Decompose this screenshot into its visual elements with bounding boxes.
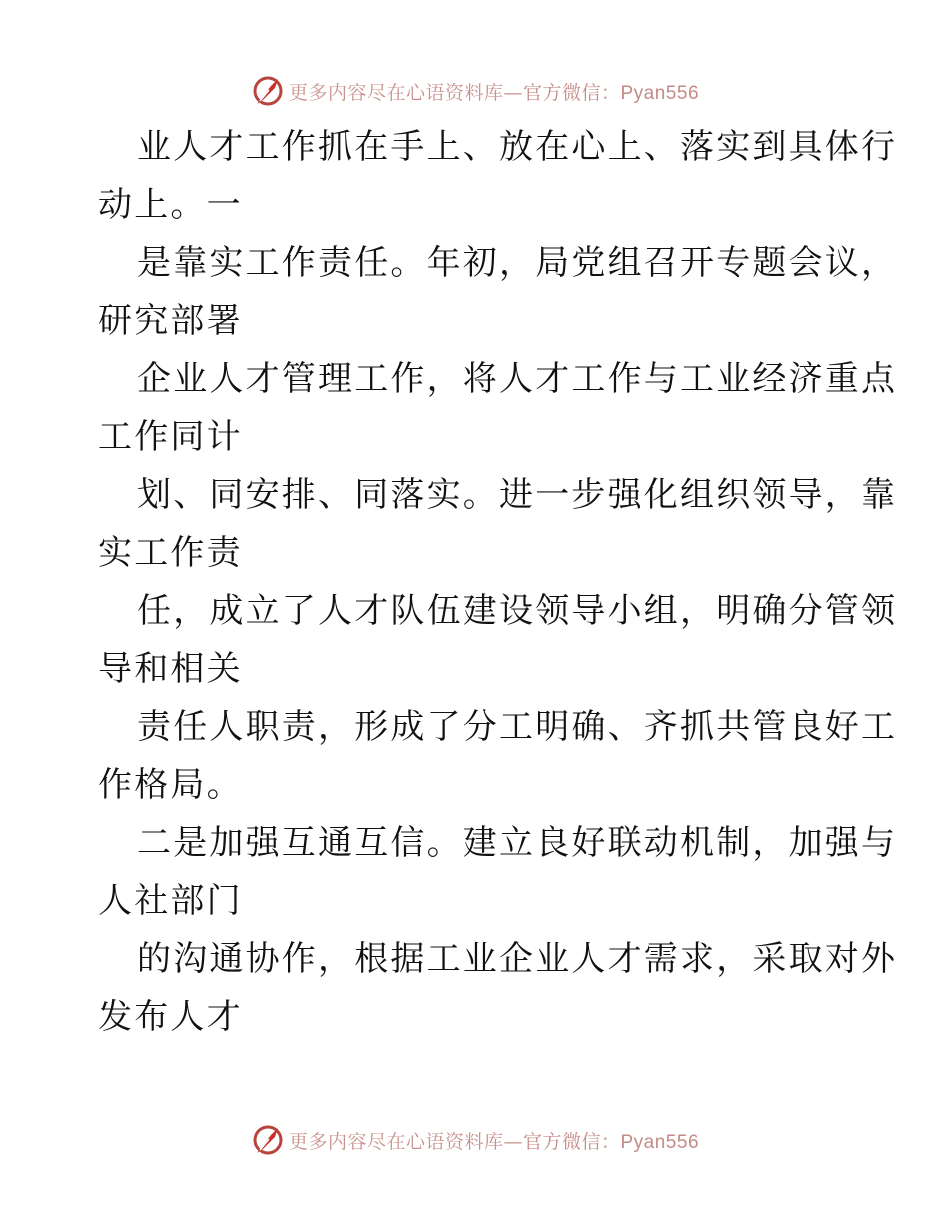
quill-pen-circle-icon bbox=[251, 74, 285, 108]
watermark-text bbox=[289, 78, 699, 105]
text-line: 导和相关 bbox=[98, 649, 243, 689]
text-line: 是靠实工作责任。年初，局党组召开专题会议， bbox=[137, 243, 898, 283]
text-line: 划、同安排、同落实。进一步强化组织领导，靠 bbox=[137, 475, 898, 515]
watermark-site-name: 更多内容尽在心语资料库 bbox=[288, 1130, 504, 1153]
watermark-official-label: 官方微信： bbox=[522, 81, 621, 104]
watermark-separator: — bbox=[503, 81, 523, 104]
watermark-official-label: 官方微信： bbox=[522, 1130, 621, 1153]
watermark-wechat-handle: Pyan556 bbox=[620, 82, 700, 104]
text-line: 责任人职责，形成了分工明确、齐抓共管良好工 bbox=[137, 707, 898, 747]
text-line: 业人才工作抓在手上、放在心上、落实到具体行 bbox=[137, 127, 898, 167]
text-line: 企业人才管理工作，将人才工作与工业经济重点 bbox=[137, 359, 898, 399]
text-line: 人社部门 bbox=[98, 881, 243, 921]
watermark-site-name: 更多内容尽在心语资料库 bbox=[288, 81, 504, 104]
text-line: 研究部署 bbox=[98, 301, 243, 341]
text-line: 发布人才 bbox=[98, 997, 243, 1037]
text-line: 实工作责 bbox=[98, 533, 243, 573]
watermark-text bbox=[289, 1127, 699, 1154]
text-line: 任，成立了人才队伍建设领导小组，明确分管领 bbox=[137, 591, 898, 631]
text-line: 动上。一 bbox=[98, 185, 243, 225]
quill-pen-circle-icon bbox=[251, 1123, 285, 1157]
watermark-separator: — bbox=[503, 1130, 523, 1153]
header-watermark bbox=[0, 71, 950, 111]
footer-watermark bbox=[0, 1120, 950, 1160]
text-line: 二是加强互通互信。建立良好联动机制，加强与 bbox=[137, 823, 898, 863]
text-line: 的沟通协作，根据工业企业人才需求，采取对外 bbox=[137, 939, 898, 979]
text-line: 工作同计 bbox=[98, 417, 243, 457]
text-line: 作格局。 bbox=[98, 765, 243, 805]
watermark-wechat-handle: Pyan556 bbox=[620, 1131, 700, 1153]
